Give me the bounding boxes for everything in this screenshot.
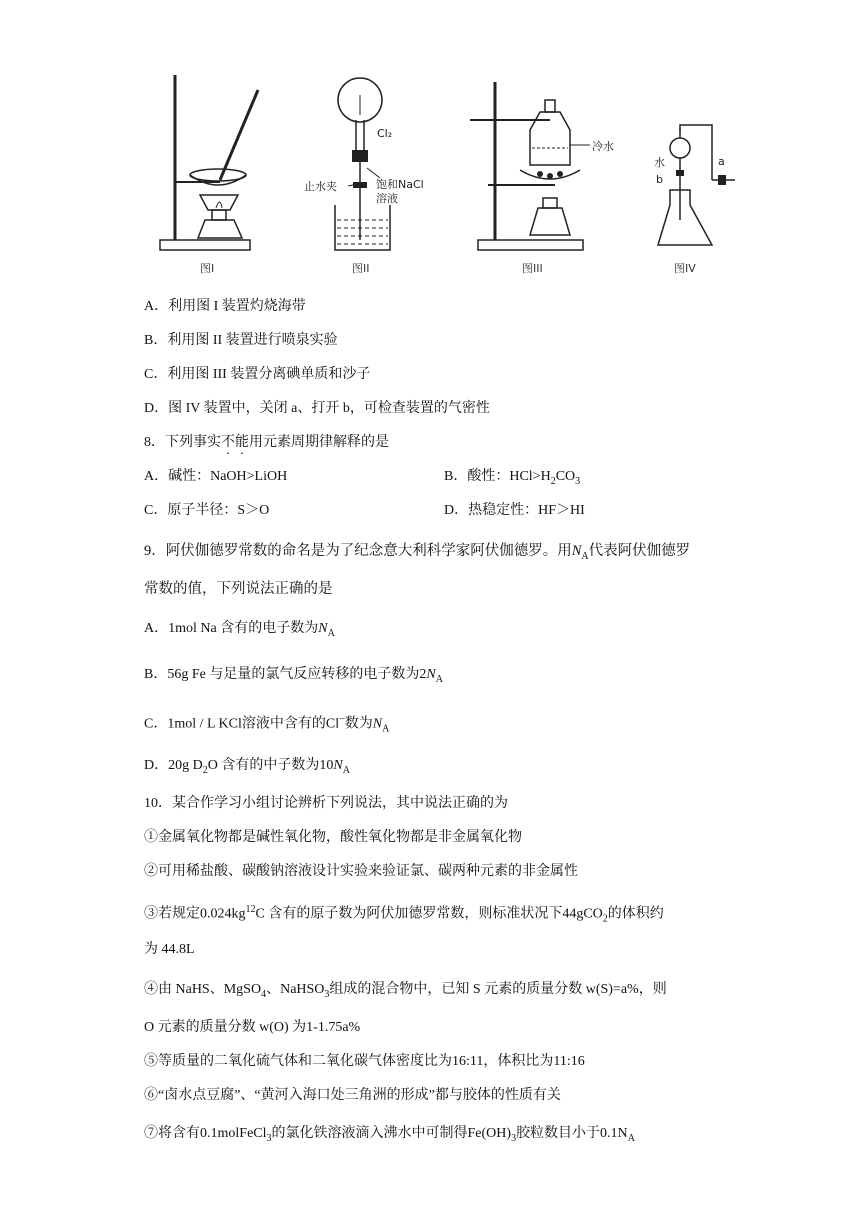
q8-option-a: A．碱性：NaOH>LiOH <box>144 469 288 484</box>
figure-1-caption: 图I <box>200 262 215 275</box>
q7-option-a: A．利用图 I 装置灼烧海带 <box>144 299 306 314</box>
q8-option-d: D．热稳定性：HF＞HI <box>444 503 585 518</box>
q10-statement-4: ④由 NaHS、MgSO$_4$、NaHSO$_3$组成的混合物中，已知 S 元素的质量分数 w(S)=a%，则 <box>144 982 667 1000</box>
q10-statement-6: ⑥“卤水点豆腐”、“黄河入海口处三角洲的形成”都与胶体的性质有关 <box>144 1088 561 1103</box>
q9-option-d: D．20g $D_2O$ 含有的中子数为$10N_A$ <box>144 758 350 776</box>
q8-option-c: C．原子半径：S＞O <box>144 503 270 518</box>
q10-statement-5: ⑤等质量的二氧化硫气体和二氧化碳气体密度比为16:11，体积比为11:16 <box>144 1054 585 1069</box>
figure-4-drawing <box>640 70 740 260</box>
label-cold-water: 冷水 <box>592 140 614 153</box>
q10-statement-3-cont: 为 44.8L <box>144 942 195 957</box>
figure-2 <box>300 70 450 275</box>
q10-statement-1: ①金属氧化物都是碱性氧化物，酸性氧化物都是非金属氧化物 <box>144 830 522 845</box>
q7-option-c: C．利用图 III 装置分离碘单质和沙子 <box>144 367 371 382</box>
q9-option-a: A．1mol Na 含有的电子数为$N_A$ <box>144 621 335 639</box>
q10-statement-2: ②可用稀盐酸、碳酸钠溶液设计实验来验证氯、碳两种元素的非金属性 <box>144 864 578 879</box>
q8-stem: 8．下列事实不能用元素周期律解释的是 <box>144 435 389 450</box>
label-b: b <box>656 173 663 186</box>
label-nacl-1: 饱和NaCl <box>376 178 424 191</box>
emphasis-dot-neng: 能 <box>235 435 249 450</box>
q9-stem-2: 常数的值，下列说法正确的是 <box>144 581 333 597</box>
figure-2-caption: 图II <box>352 262 370 275</box>
q10-statement-3: ③若规定$0.024kg^{12}C$ 含有的原子数为阿伏加德罗常数，则标准状况下44gCO$_2$的体积约 <box>144 904 664 925</box>
emphasis-dot-bu: 不 <box>221 435 235 450</box>
figure-4-caption: 图IV <box>674 262 696 275</box>
figure-1-drawing <box>150 70 270 260</box>
label-cl2: Cl₂ <box>377 127 393 140</box>
q9-option-c: C．1mol / L KCl溶液中含有的Cl−数为$N_A$ <box>144 714 390 735</box>
figure-1 <box>150 70 270 275</box>
figures-row <box>140 70 730 285</box>
q7-option-d: D．图 IV 装置中，关闭 a、打开 b，可检查装置的气密性 <box>144 401 490 416</box>
q9-option-b: B．56g Fe 与足量的氯气反应转移的电子数为$2N_A$ <box>144 667 443 685</box>
label-nacl-2: 溶液 <box>376 192 398 205</box>
q10-stem: 10．某合作学习小组讨论辨析下列说法，其中说法正确的为 <box>144 796 508 811</box>
q10-statement-4-cont: O 元素的质量分数 w(O) 为1-1.75a% <box>144 1020 361 1035</box>
figure-4 <box>640 70 740 275</box>
label-a: a <box>718 155 725 168</box>
figure-3-drawing <box>470 70 614 260</box>
q7-option-b: B．利用图 II 装置进行喷泉实验 <box>144 333 338 348</box>
q9-stem-1: 9．阿伏伽德罗常数的命名是为了纪念意大利科学家阿伏伽德罗。用$N_A$代表阿伏伽德罗 <box>144 543 691 562</box>
q8-option-b: B．酸性：$HCl>H_2CO_3$ <box>444 469 581 487</box>
label-clamp: 止水夹 <box>304 180 337 193</box>
label-water: 水 <box>654 156 665 169</box>
figure-3 <box>470 70 614 275</box>
q10-statement-7: ⑦将含有0.1molFeCl$_3$的氯化铁溶液滴入沸水中可制得$Fe(OH)_3$胶粒数目小于$0.1N_A$ <box>144 1126 635 1144</box>
figure-3-caption: 图III <box>522 262 543 275</box>
figure-2-drawing <box>300 70 450 260</box>
